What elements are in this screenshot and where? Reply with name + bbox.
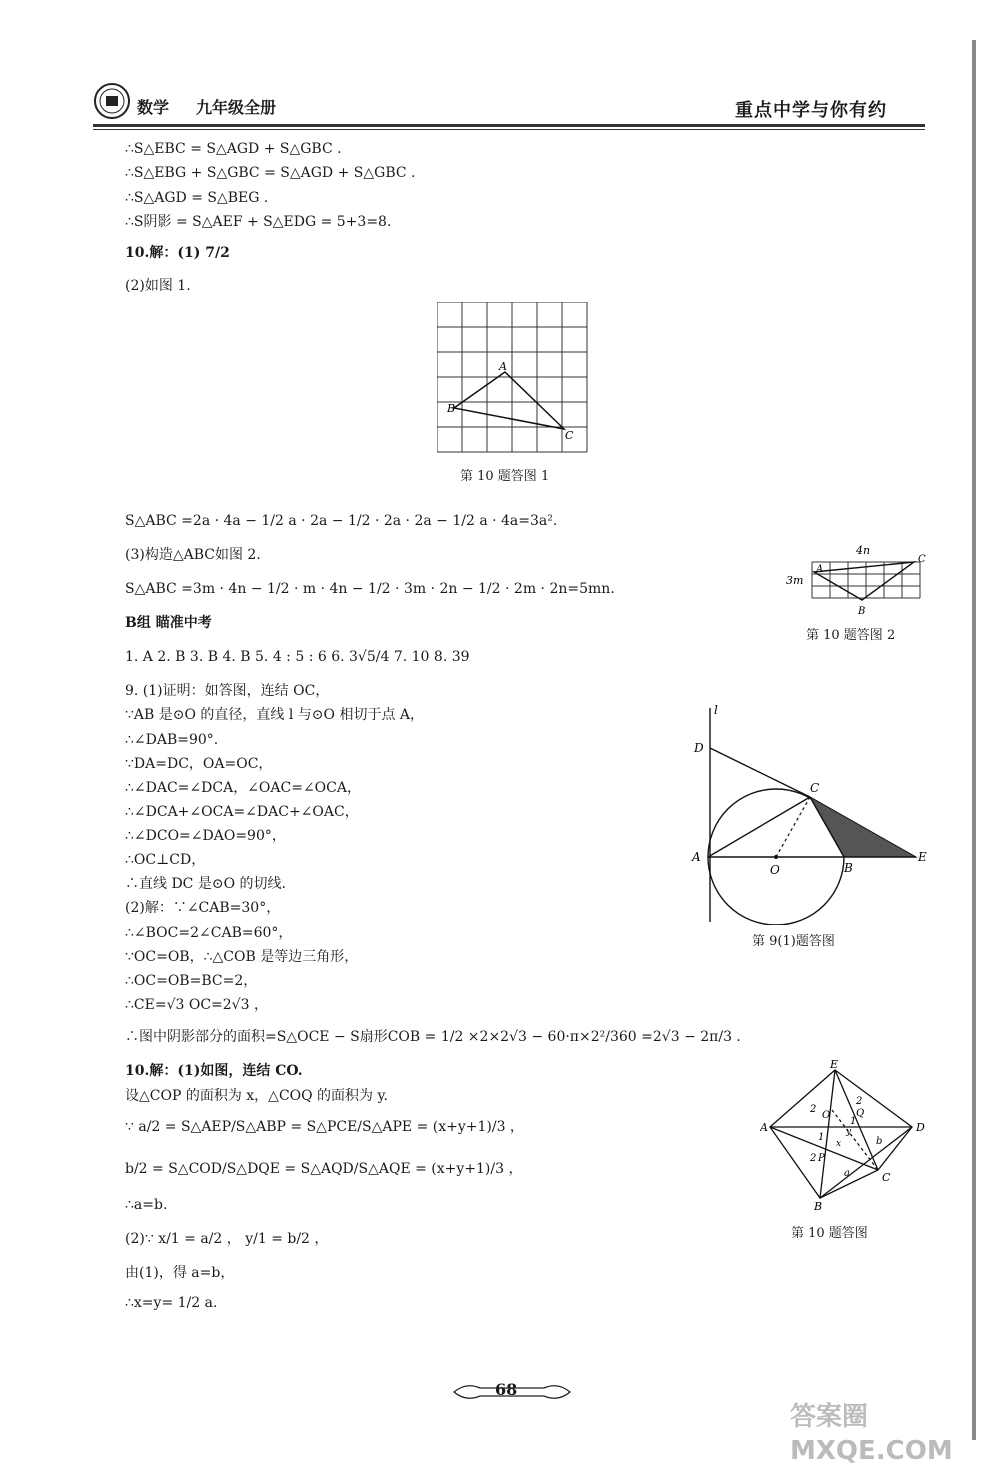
fig10-1-label-B: B bbox=[447, 402, 456, 415]
text-line: ∴∠DCA+∠OCA=∠DAC+∠OAC， bbox=[125, 804, 359, 820]
text-line: ∴∠DCO=∠DAO=90°， bbox=[125, 828, 286, 844]
figure-polygon-10 bbox=[760, 1060, 935, 1214]
fig10-label-y: y bbox=[846, 1127, 852, 1137]
text-line: b/2 = S△COD/S△DQE = S△AQD/S△AQE = (x+y+1)/3 ， bbox=[125, 1161, 523, 1177]
header-rule bbox=[93, 124, 925, 127]
caption-fig9: 第 9(1)题答图 bbox=[752, 934, 835, 949]
text-line: 9. (1)证明：如答图，连结 OC， bbox=[125, 683, 330, 699]
caption-fig10: 第 10 题答图 bbox=[791, 1226, 868, 1241]
fig10-label-x: x bbox=[836, 1139, 842, 1149]
fig10-label-b: b bbox=[876, 1136, 883, 1147]
fig10-2-label-4n: 4n bbox=[856, 544, 871, 557]
text-line: ∴x=y= 1/2 a. bbox=[125, 1295, 218, 1311]
caption-fig10-2: 第 10 题答图 2 bbox=[806, 628, 896, 643]
fig10-2-label-B: B bbox=[858, 606, 866, 617]
fig10-2-label-C: C bbox=[918, 554, 926, 565]
text-line: ∵DA=DC，OA=OC， bbox=[125, 756, 273, 772]
section-heading: B组 瞄准中考 bbox=[125, 615, 212, 631]
text-line: ∴图中阴影部分的面积=S△OCE − S扇形COB = 1/2 ×2×2√3 − 60·π×2²/360 =2√3 − 2π/3 . bbox=[125, 1029, 741, 1045]
fig9-label-E: E bbox=[918, 850, 927, 864]
fig10-label-2c: 2 bbox=[810, 1153, 817, 1164]
text-line: (2)∵ x/1 = a/2 ， y/1 = b/2 ， bbox=[125, 1231, 329, 1247]
fig10-label-E: E bbox=[830, 1060, 839, 1071]
fig10-label-2b: 2 bbox=[856, 1096, 863, 1107]
text-line: 由(1)，得 a=b， bbox=[125, 1265, 235, 1281]
fig10-label-a: a bbox=[844, 1168, 850, 1179]
text-line: ∵OC=OB，∴△COB 是等边三角形， bbox=[125, 949, 359, 965]
text-line: S△ABC =2a · 4a − 1/2 a · 2a − 1/2 · 2a · 2a − 1/2 a · 4a=3a². bbox=[125, 513, 558, 529]
fig10-label-A: A bbox=[760, 1121, 768, 1134]
fig10-label-D: D bbox=[916, 1121, 925, 1134]
text-line: ∴S△AGD = S△BEG . bbox=[125, 190, 269, 206]
fig10-label-O: O bbox=[822, 1110, 831, 1121]
text-line: ∵ a/2 = S△AEP/S△ABP = S△PCE/S△APE = (x+y+1)/3 ， bbox=[125, 1119, 524, 1135]
text-line: ∴∠DAB=90°. bbox=[125, 732, 219, 748]
fig9-label-D: D bbox=[694, 741, 704, 755]
figure-circle-9 bbox=[688, 700, 933, 929]
fig10-label-P: P bbox=[818, 1153, 825, 1164]
fig10-label-C: C bbox=[882, 1171, 891, 1184]
fig9-label-A: A bbox=[692, 850, 701, 864]
text-line: 1. A 2. B 3. B 4. B 5. 4 : 5 : 6 6. 3√5/4 7. 10 8. 39 bbox=[125, 649, 470, 665]
caption-fig10-1: 第 10 题答图 1 bbox=[460, 469, 550, 484]
header-grade: 九年级全册 bbox=[196, 98, 277, 117]
fig9-label-C: C bbox=[810, 781, 820, 795]
fig10-1-label-C: C bbox=[565, 429, 574, 442]
watermark: 答案圈 MXQE.COM bbox=[790, 1402, 953, 1466]
fig10-label-Q: Q bbox=[856, 1108, 865, 1119]
text-line: ∴S△EBC = S△AGD + S△GBC . bbox=[125, 141, 342, 157]
text-line: ∵AB 是⊙O 的直径，直线 l 与⊙O 相切于点 A， bbox=[125, 707, 425, 723]
figure-grid-10-1 bbox=[437, 302, 592, 458]
text-line: ∴∠DAC=∠DCA，∠OAC=∠OCA， bbox=[125, 780, 361, 796]
text-line: (3)构造△ABC如图 2. bbox=[125, 547, 261, 563]
text-line: ∴CE=√3 OC=2√3 ， bbox=[125, 997, 268, 1013]
text-line: ∴S△EBG + S△GBC = S△AGD + S△GBC . bbox=[125, 165, 416, 181]
text-line: S△ABC =3m · 4n − 1/2 · m · 4n − 1/2 · 3m · 2n − 1/2 · 2m · 2n=5mn. bbox=[125, 581, 615, 597]
page-number: 68 bbox=[495, 1380, 518, 1399]
page-edge-shadow bbox=[972, 40, 976, 1440]
fig9-label-B: B bbox=[844, 861, 853, 875]
text-line: ∴a=b. bbox=[125, 1197, 168, 1213]
fig10-label-2a: 2 bbox=[810, 1104, 817, 1115]
fig9-label-O: O bbox=[770, 863, 780, 877]
text-line: ∴直线 DC 是⊙O 的切线. bbox=[125, 876, 286, 892]
text-line: ∴∠BOC=2∠CAB=60°， bbox=[125, 925, 293, 941]
text-line: ∴S阴影 = S△AEF + S△EDG = 5+3=8. bbox=[125, 214, 392, 230]
fig10-label-1b: 1 bbox=[850, 1116, 857, 1127]
figure-grid-10-2 bbox=[786, 542, 931, 626]
fig10-2-label-A: A bbox=[816, 564, 824, 575]
header-rule-thin bbox=[93, 129, 925, 130]
fig9-label-l: l bbox=[714, 703, 718, 717]
fig10-label-B: B bbox=[814, 1200, 823, 1210]
text-line: 设△COP 的面积为 x，△COQ 的面积为 y. bbox=[125, 1088, 389, 1104]
header-series: 重点中学与你有约 bbox=[735, 100, 887, 121]
text-line: 10.解：(1)如图，连结 CO. bbox=[125, 1063, 303, 1079]
header-logo bbox=[93, 82, 131, 120]
fig10-1-label-A: A bbox=[499, 360, 507, 373]
text-line: ∴OC⊥CD， bbox=[125, 852, 206, 868]
header-subject: 数学 bbox=[137, 98, 170, 117]
fig10-label-1a: 1 bbox=[818, 1132, 825, 1143]
text-line: (2)如图 1. bbox=[125, 278, 191, 294]
text-line: 10.解：(1) 7/2 bbox=[125, 245, 230, 261]
text-line: (2)解：∵∠CAB=30°， bbox=[125, 900, 281, 916]
text-line: ∴OC=OB=BC=2， bbox=[125, 973, 258, 989]
fig10-2-label-3m: 3m bbox=[786, 574, 804, 587]
